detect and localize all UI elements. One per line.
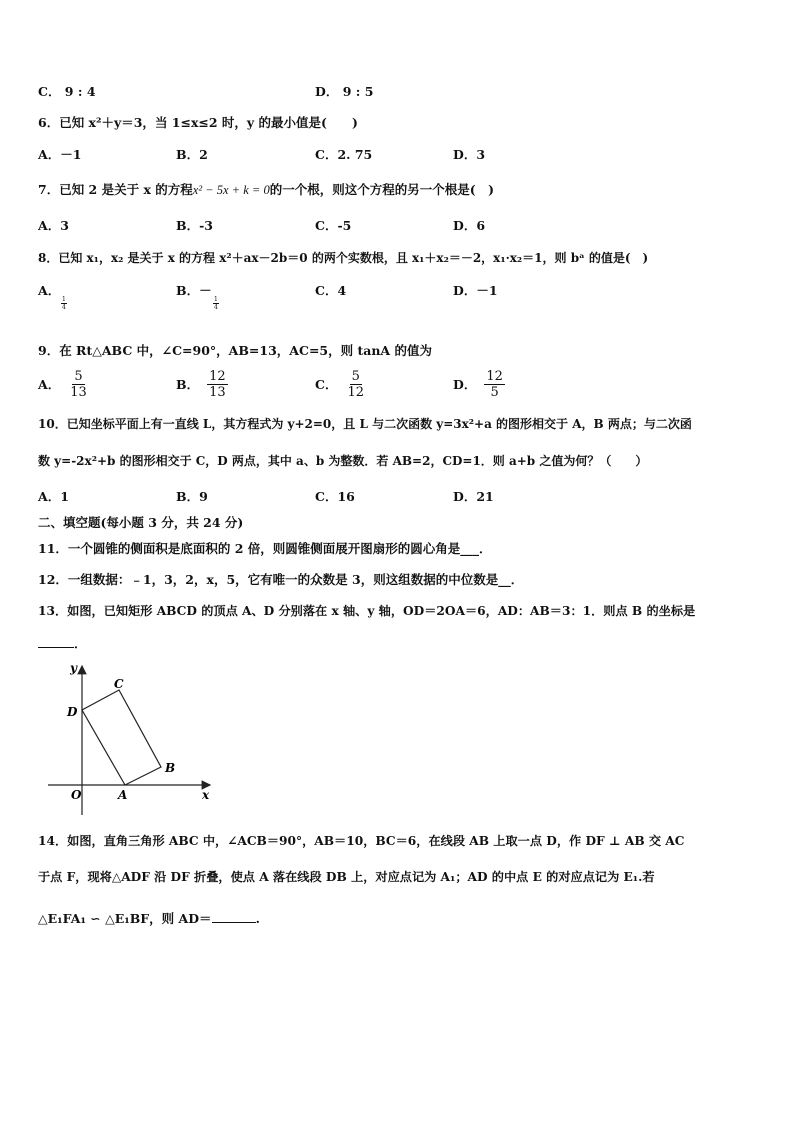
question-14-line-2: 于点 F，现将△ADF 沿 DF 折叠，使点 A 落在线段 DB 上，对应点记为 A₁；AD 的中点 E 的对应点记为 E₁.若 bbox=[38, 870, 655, 884]
q8-b-denominator: 4 bbox=[214, 304, 218, 311]
question-8-stem: 8．已知 x₁，x₂ 是关于 x 的方程 x²＋ax－2b＝0 的两个实数根，且 x₁＋x₂＝－2，x₁·x₂＝1，则 bᵃ 的值是( ) bbox=[38, 251, 649, 265]
q9-a-label: A． bbox=[38, 376, 61, 392]
q8-option-a: A． bbox=[38, 283, 61, 298]
q6-option-b: B．2 bbox=[176, 147, 208, 162]
q9-b-label: B． bbox=[176, 376, 200, 392]
q9-d-label: D． bbox=[453, 376, 477, 392]
q9-a-denominator: 13 bbox=[70, 385, 87, 400]
q13-answer-blank bbox=[38, 647, 74, 648]
rectangle-coordinate-figure bbox=[40, 660, 220, 820]
question-10-line-1: 10．已知坐标平面上有一直线 L，其方程式为 y+2=0，且 L 与二次函数 y=3x²+a 的图形相交于 A，B 两点；与二次函 bbox=[38, 417, 692, 431]
label-y: y bbox=[70, 661, 77, 675]
q7-stem-post: 的一个根，则这个方程的另一个根是( ) bbox=[269, 182, 495, 197]
q9-option-b bbox=[176, 369, 228, 400]
q9-d-fraction bbox=[484, 369, 505, 400]
q10-option-a: A．1 bbox=[38, 489, 69, 504]
label-a: A bbox=[118, 788, 128, 802]
label-x: x bbox=[202, 788, 210, 802]
q7-option-a: A．3 bbox=[38, 218, 69, 233]
rectangle-abcd bbox=[82, 690, 161, 785]
q8-a-denominator: 4 bbox=[62, 304, 66, 311]
q8-a-numerator: 1 bbox=[62, 296, 66, 303]
q9-b-fraction bbox=[207, 369, 228, 400]
q10-option-d: D．21 bbox=[453, 489, 494, 504]
q9-b-numerator: 12 bbox=[209, 369, 226, 384]
q10-option-c: C．16 bbox=[315, 489, 355, 504]
question-12: 12．一组数据：﹣1，3，2，x，5，它有唯一的众数是 3，则这组数据的中位数是__． bbox=[38, 572, 524, 587]
q9-d-denominator: 5 bbox=[490, 385, 499, 400]
q13-period: ． bbox=[74, 636, 87, 651]
label-o: O bbox=[71, 788, 82, 802]
question-10-line-2: 数 y=-2x²+b 的图形相交于 C，D 两点，其中 a、b 为整数．若 AB=2，CD=1．则 a+b 之值为何？（ ） bbox=[38, 454, 648, 468]
q8-b-numerator: 1 bbox=[214, 296, 218, 303]
q14-line3-pre: △E₁FA₁ ∽ △E₁BF，则 AD＝ bbox=[38, 911, 212, 926]
q7-option-c: C．-5 bbox=[315, 218, 352, 233]
question-6-stem: 6．已知 x²＋y＝3，当 1≤x≤2 时，y 的最小值是( ) bbox=[38, 115, 358, 130]
q9-c-label: C． bbox=[315, 376, 338, 392]
section-2-heading: 二、填空题(每小题 3 分，共 24 分) bbox=[38, 515, 244, 530]
q9-a-numerator: 5 bbox=[74, 369, 83, 384]
q9-option-c bbox=[315, 369, 366, 400]
q14-line3-post: . bbox=[255, 911, 260, 926]
q7-equation: x² − 5x + k = 0 bbox=[192, 183, 270, 197]
q9-c-denominator: 12 bbox=[347, 385, 364, 400]
q6-option-d: D．3 bbox=[453, 147, 486, 162]
q8-option-c: C．4 bbox=[315, 283, 347, 298]
label-d: D bbox=[67, 705, 78, 719]
question-13-line-1: 13．如图，已知矩形 ABCD 的顶点 A、D 分别落在 x 轴、y 轴，OD＝2OA＝6，AD：AB＝3：1．则点 B 的坐标是 bbox=[38, 604, 696, 618]
q8-b-fraction bbox=[213, 296, 219, 311]
question-14-line-3 bbox=[38, 911, 260, 927]
label-c: C bbox=[114, 677, 124, 691]
q14-answer-blank bbox=[212, 922, 256, 923]
q9-c-numerator: 5 bbox=[351, 369, 360, 384]
q7-option-b: B．-3 bbox=[176, 218, 213, 233]
q6-option-a: A．－1 bbox=[38, 147, 82, 162]
label-b: B bbox=[165, 761, 176, 775]
q9-option-d bbox=[453, 369, 505, 400]
question-11: 11．一个圆锥的侧面积是底面积的 2 倍，则圆锥侧面展开图扇形的圆心角是___． bbox=[38, 541, 492, 556]
q8-option-d: D．－1 bbox=[453, 283, 498, 298]
q6-option-c: C．2. 75 bbox=[315, 147, 373, 162]
q7-option-d: D．6 bbox=[453, 218, 486, 233]
question-14-line-1: 14．如图，直角三角形 ABC 中，∠ACB＝90°，AB＝10，BC＝6，在线段 AB 上取一点 D，作 DF ⊥ AB 交 AC bbox=[38, 834, 685, 848]
q5-option-d: D． 9 : 5 bbox=[315, 84, 374, 99]
q10-option-b: B．9 bbox=[176, 489, 208, 504]
q8-option-b: B．－ bbox=[176, 283, 212, 298]
q7-stem-pre: 7．已知 2 是关于 x 的方程 bbox=[38, 182, 193, 197]
question-7-stem bbox=[38, 182, 494, 198]
q9-option-a bbox=[38, 369, 89, 400]
question-13-line-2 bbox=[38, 636, 87, 652]
q9-b-denominator: 13 bbox=[209, 385, 226, 400]
question-9-stem: 9．在 Rt△ABC 中，∠C=90°，AB=13，AC=5，则 tanA 的值为 bbox=[38, 343, 432, 358]
q9-c-fraction bbox=[345, 369, 366, 400]
q5-option-c: C． 9 : 4 bbox=[38, 84, 96, 99]
q9-a-fraction bbox=[68, 369, 89, 400]
q9-d-numerator: 12 bbox=[486, 369, 503, 384]
q8-a-fraction bbox=[61, 296, 67, 311]
